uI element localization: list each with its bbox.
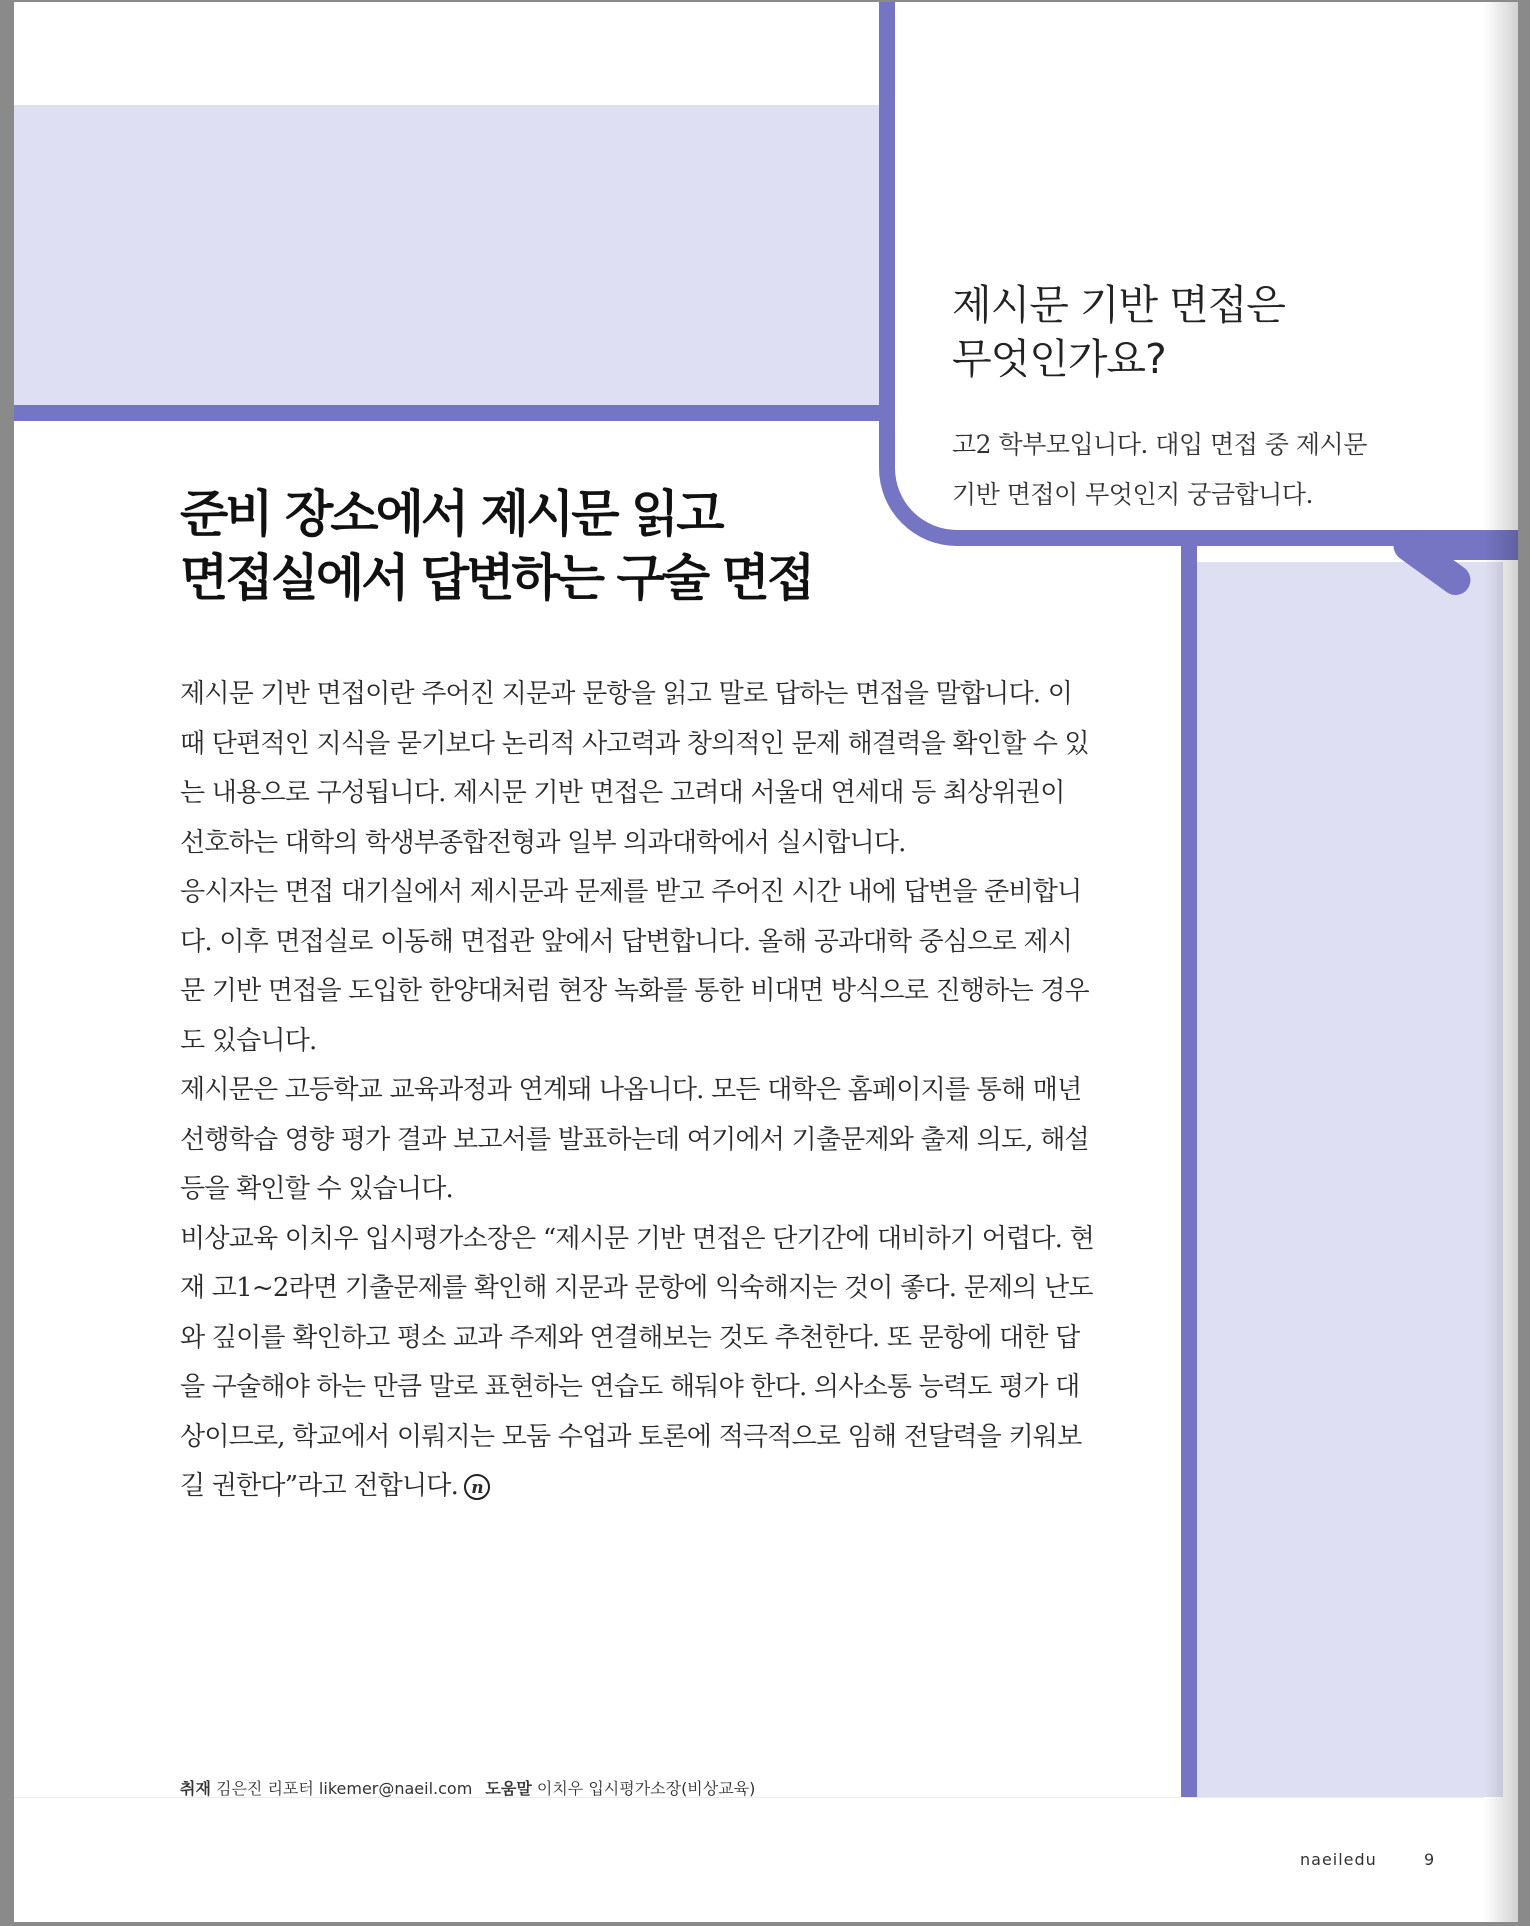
end-mark-icon: n (464, 1474, 490, 1500)
horizontal-accent-line (14, 405, 887, 421)
question-body (952, 420, 1432, 520)
article-line: 응시자는 면접 대기실에서 제시문과 문제를 받고 주어진 시간 내에 답변을 준비합니 (180, 877, 1082, 907)
credits-line (180, 1776, 755, 1799)
article-line: 와 깊이를 확인하고 평소 교과 주제와 연결해보는 것도 추천한다. 또 문항에 대한 답 (180, 1322, 1080, 1353)
article-line: 다. 이후 면접실로 이동해 면접관 앞에서 답변합니다. 올해 공과대학 중심으로 제시 (180, 926, 1073, 957)
article-line: 제시문 기반 면접이란 주어진 지문과 문항을 읽고 말로 답하는 면접을 말합니다. 이 (180, 679, 1073, 709)
article-line: 도 있습니다. (180, 1025, 317, 1056)
right-lavender-band (1183, 562, 1503, 1797)
reporter-label: 취재 (180, 1779, 211, 1798)
question-title-line: 제시문 기반 면접은 (952, 281, 1285, 329)
article-line: 비상교육 이치우 입시평가소장은 “제시문 기반 면접은 단기간에 대비하기 어렵다. 현 (180, 1223, 1094, 1254)
article-line: 선호하는 대학의 학생부종합전형과 일부 의과대학에서 실시합니다. (180, 827, 906, 858)
question-body-line: 고2 학부모입니다. 대입 면접 중 제시문 (952, 430, 1367, 459)
footer-brand: naeiledu (1300, 1850, 1377, 1869)
article-line: 선행학습 영향 평가 결과 보고서를 발표하는데 여기에서 기출문제와 출제 의도, 해설 (180, 1124, 1089, 1155)
page-number: 9 (1424, 1850, 1435, 1869)
reporter-text: 김은진 리포터 likemer@naeil.com (216, 1779, 473, 1798)
question-title (952, 278, 1412, 386)
article-line: 상이므로, 학교에서 이뤄지는 모둠 수업과 토론에 적극적으로 임해 전달력을 키워보 (180, 1421, 1082, 1452)
article-line: 을 구술해야 하는 만큼 말로 표현하는 연습도 해둬야 한다. 의사소통 능력도 평가 대 (180, 1372, 1080, 1402)
article-body (180, 670, 1140, 1512)
headline-line: 준비 장소에서 제시문 읽고 (180, 485, 722, 543)
article-line: 길 권한다”라고 전합니다. (180, 1471, 459, 1501)
page-edge-shadow (1484, 2, 1518, 1922)
headline-line: 면접실에서 답변하는 구술 면접 (180, 549, 813, 607)
magazine-page (14, 2, 1518, 1922)
article-headline (180, 482, 980, 610)
article-line: 재 고1~2라면 기출문제를 확인해 지문과 문항에 익숙해지는 것이 좋다. 문제의 난도 (180, 1273, 1093, 1303)
helper-label: 도움말 (485, 1779, 532, 1798)
article-line: 는 내용으로 구성됩니다. 제시문 기반 면접은 고려대 서울대 연세대 등 최상위권이 (180, 778, 1065, 808)
question-body-line: 기반 면접이 무엇인지 궁금합니다. (952, 480, 1313, 509)
article-line: 제시문은 고등학교 교육과정과 연계돼 나옵니다. 모든 대학은 홈페이지를 통해 매년 (180, 1075, 1082, 1105)
vertical-accent-line (1181, 546, 1197, 1797)
question-title-line: 무엇인가요? (952, 335, 1166, 383)
article-line: 때 단편적인 지식을 묻기보다 논리적 사고력과 창의적인 문제 해결력을 확인할 수 있 (180, 728, 1089, 759)
article-line: 등을 확인할 수 있습니다. (180, 1174, 454, 1204)
helper-text: 이치우 입시평가소장(비상교육) (536, 1779, 756, 1798)
article-line: 문 기반 면접을 도입한 한양대처럼 현장 녹화를 통한 비대면 방식으로 진행하는 경우 (180, 976, 1089, 1006)
top-lavender-band (14, 105, 879, 405)
article-line-last (180, 1462, 1140, 1512)
